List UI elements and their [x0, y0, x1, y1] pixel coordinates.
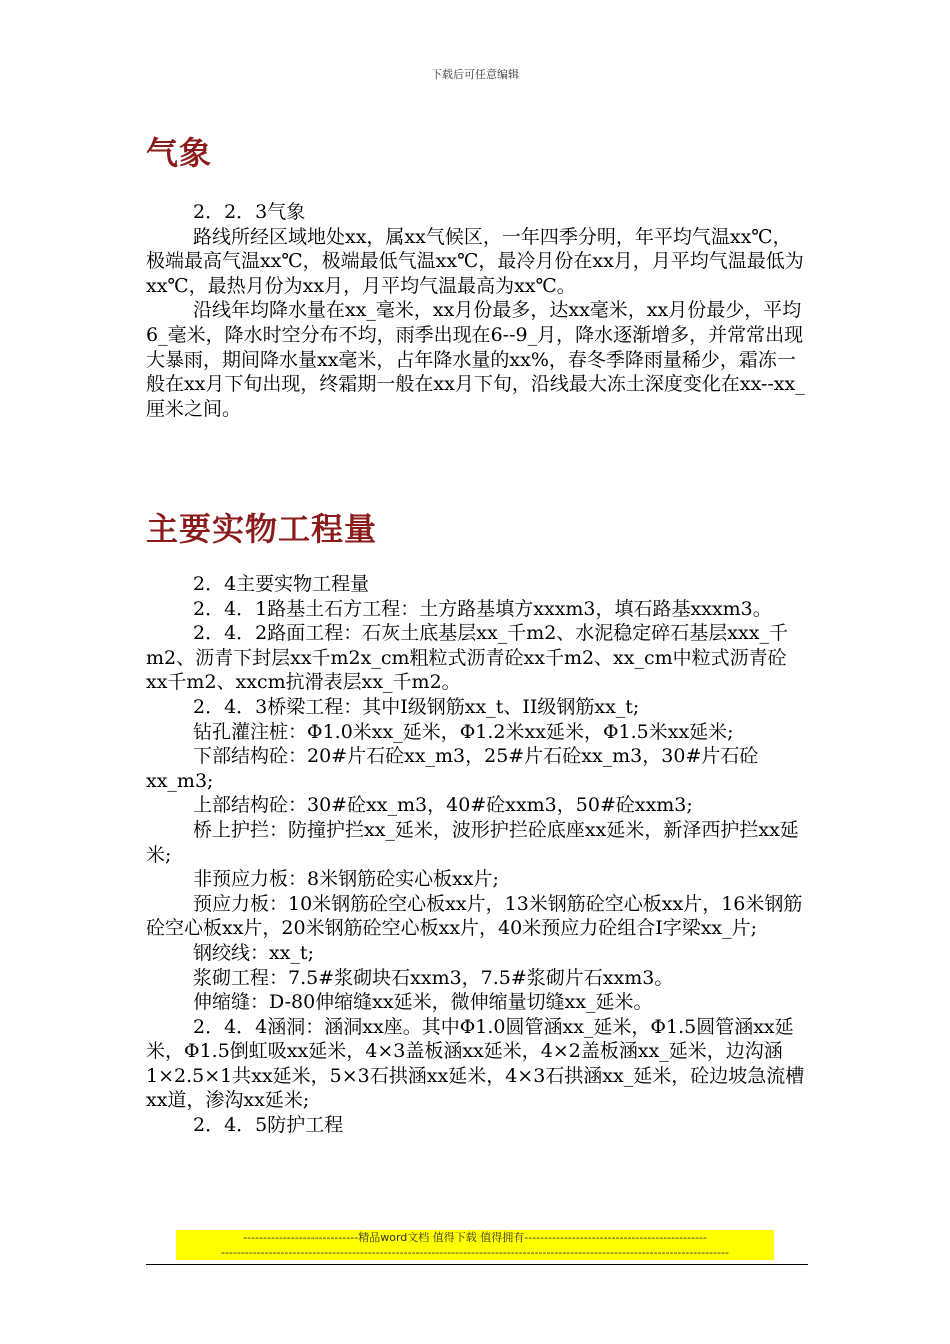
footer-divider [146, 1264, 808, 1265]
paragraph: 2．4．2路面工程：石灰土底基层xx_千m2、水泥稳定碎石基层xxx_千m2、沥青下封层xx千m2x_cm粗粒式沥青砼xx千m2、xx_cm中粒式沥青砼xx千m2、xxcm抗滑表层xx_千m2。 [146, 622, 788, 694]
paragraph: 预应力板：10米钢筋砼空心板xx片，13米钢筋砼空心板xx片，16米钢筋砼空心板xx片，20米钢筋砼空心板xx片，40米预应力砼组合I字梁xx_片; [146, 892, 803, 940]
paragraph: 非预应力板：8米钢筋砼实心板xx片; [193, 868, 499, 891]
footer-banner-line1: -----------------------------精品word文档 值得下载 值得拥有---------------------------------------------- [176, 1230, 774, 1245]
paragraph: 2．4．5防护工程 [193, 1114, 344, 1137]
paragraph: 路线所经区域地处xx，属xx气候区，一年四季分明，年平均气温xx℃，极端最高气温xx℃，极端最低气温xx℃，最冷月份在xx月，月平均气温最低为xx℃，最热月份为xx月，月平均气温最高为xx℃。 [146, 225, 804, 297]
section-title-quantities: 主要实物工程量 [146, 510, 378, 548]
paragraph: 2．2．3气象 [193, 201, 306, 223]
footer-banner-line2: -------------------------------------------------------------------------------------------------------------------------------- [176, 1245, 774, 1260]
paragraph: 桥上护拦：防撞护拦xx_延米，波形护拦砼底座xx延米，新泽西护拦xx延米; [146, 818, 799, 866]
header-note: 下载后可任意编辑 [431, 68, 519, 81]
paragraph: 2．4主要实物工程量 [193, 573, 370, 595]
paragraph: 2．4．3桥梁工程：其中I级钢筋xx_t、II级钢筋xx_t; [193, 695, 640, 718]
paragraph: 钢绞线：xx_t; [193, 941, 314, 964]
quantities-body [146, 572, 808, 1138]
paragraph: 2．4．4涵洞：涵洞xx座。其中Φ1.0圆管涵xx_延米，Φ1.5圆管涵xx延米，Φ1.5倒虹吸xx延米，4×3盖板涵xx延米，4×2盖板涵xx_延米，边沟涵1×2.5×1共xx延米，5×3石拱涵xx延米，4×3石拱涵xx_延米，砼边坡急流槽xx道，渗沟xx延米; [146, 1015, 805, 1112]
paragraph: 伸缩缝：D-80伸缩缝xx延米，微伸缩量切缝xx_延米。 [193, 991, 653, 1014]
paragraph: 下部结构砼：20#片石砼xx_m3，25#片石砼xx_m3，30#片石砼xx_m3; [146, 745, 759, 792]
weather-body [146, 200, 808, 421]
paragraph: 浆砌工程：7.5#浆砌块石xxm3，7.5#浆砌片石xxm3。 [193, 966, 674, 989]
paragraph: 上部结构砼：30#砼xx_m3，40#砼xxm3，50#砼xxm3; [193, 794, 693, 817]
paragraph: 钻孔灌注桩：Φ1.0米xx_延米，Φ1.2米xx延米，Φ1.5米xx延米; [193, 720, 734, 743]
paragraph: 沿线年均降水量在xx_毫米，xx月份最多，达xx毫米，xx月份最少，平均6_毫米，降水时空分布不均，雨季出现在6--9_月，降水逐渐增多，并常常出现大暴雨，期间降水量xx毫米，占年降水量的xx%，春冬季降雨量稀少，霜冻一般在xx月下旬出现，终霜期一般在xx月下旬，沿线最大冻土深度变化在xx--xx_厘米之间。 [146, 299, 805, 420]
section-title-weather: 气象 [146, 134, 213, 172]
paragraph: 2．4．1路基土石方工程：土方路基填方xxxm3，填石路基xxxm3。 [193, 597, 772, 620]
